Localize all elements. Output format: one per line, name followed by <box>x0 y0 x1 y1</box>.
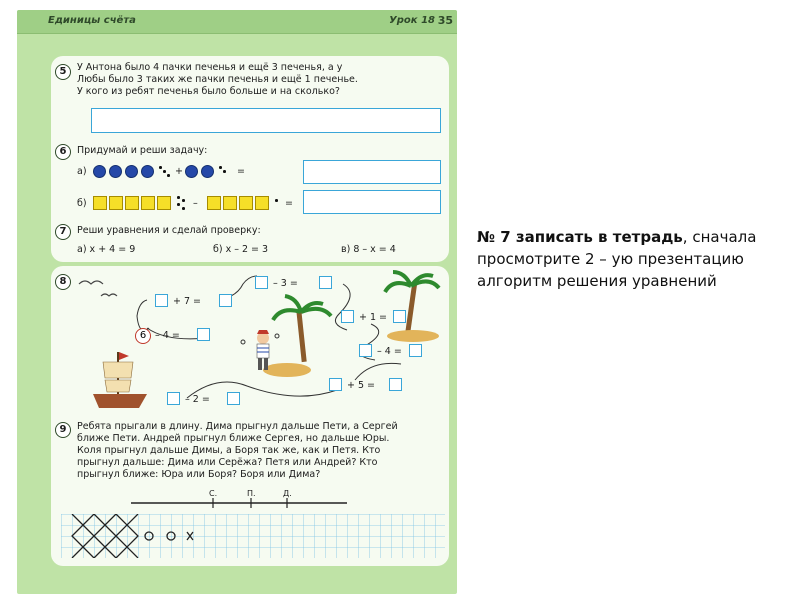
blue-circle <box>125 165 138 178</box>
task-6a-label: а) <box>77 166 87 177</box>
chain-box[interactable] <box>197 328 210 341</box>
task-5-line-1: У Антона было 4 пачки печенья и ещё 3 печенья, а у <box>77 62 343 73</box>
header-lesson: Урок 18 <box>389 15 435 26</box>
task-9-line-1: Ребята прыгали в длину. Дима прыгнул дальше Пети, а Сергей <box>77 421 398 432</box>
chain-box[interactable] <box>329 378 342 391</box>
task-9-number: 9 <box>55 422 71 438</box>
dot <box>182 199 185 202</box>
page-number: 35 <box>437 14 453 27</box>
task-9-line-4: прыгнул дальше: Дима или Серёжа? Петя или Андрей? Кто <box>77 457 378 468</box>
instruction-note-bold: № 7 записать в тетрадь <box>477 228 683 246</box>
ship-icon <box>93 352 147 408</box>
chain-op-6: – 2 = <box>185 394 210 405</box>
task-7-prompt: Реши уравнения и сделай проверку: <box>77 225 261 236</box>
equals-sign: = <box>285 198 293 209</box>
task-7-equation-a: а) x + 4 = 9 <box>77 244 136 255</box>
scale-label-s: С. <box>209 489 218 498</box>
tasks-panel-top <box>51 56 449 262</box>
scale-label-d: Д. <box>283 489 292 498</box>
yellow-square <box>109 196 123 210</box>
palm-tree-icon <box>263 296 331 377</box>
page-header <box>17 10 457 34</box>
chain-op-1: + 7 = <box>173 296 202 307</box>
task-5-line-2: Любы было 3 таких же пачки печенья и ещё 1 печенье. <box>77 74 358 85</box>
task-8-chain-diagram <box>51 266 449 416</box>
chain-start-value: 6 <box>135 328 151 344</box>
task-9-line-5: прыгнул ближе: Юра или Боря? Боря или Дима? <box>77 469 321 480</box>
tasks-panel-bottom <box>51 266 449 566</box>
dot <box>219 166 222 169</box>
task-6a-answer-field[interactable] <box>303 160 441 184</box>
dot <box>182 207 185 210</box>
task-6b-label: б) <box>77 198 87 209</box>
chain-op-3: + 1 = <box>359 312 388 323</box>
task-7-number: 7 <box>55 224 71 240</box>
chain-op-7: – 4 = <box>155 330 180 341</box>
chain-box[interactable] <box>255 276 268 289</box>
blue-circle <box>185 165 198 178</box>
dot <box>275 199 278 202</box>
task-6-number: 6 <box>55 144 71 160</box>
plus-sign: + <box>175 166 183 177</box>
task-6-prompt: Придумай и реши задачу: <box>77 145 208 156</box>
task-5-number: 5 <box>55 64 71 80</box>
dot <box>223 170 226 173</box>
yellow-square <box>125 196 139 210</box>
dot <box>159 166 162 169</box>
equals-sign: = <box>237 166 245 177</box>
scale-label-p: П. <box>247 489 256 498</box>
textbook-page <box>17 10 457 594</box>
bird-icon <box>101 294 117 296</box>
task-9-line-2: ближе Пети. Андрей прыгнул ближе Сергея, но дальше Юры. <box>77 433 390 444</box>
chain-box[interactable] <box>227 392 240 405</box>
palm-tree-icon <box>385 272 439 342</box>
blue-circle <box>141 165 154 178</box>
chain-box[interactable] <box>167 392 180 405</box>
chain-op-5: + 5 = <box>347 380 376 391</box>
chain-box[interactable] <box>319 276 332 289</box>
chain-op-2: – 3 = <box>273 278 298 289</box>
blue-circle <box>201 165 214 178</box>
distance-scale-line <box>111 498 361 508</box>
task-5-answer-field[interactable] <box>91 108 441 133</box>
task-9-line-3: Коля прыгнул дальше Димы, а Боря так же, как и Петя. Кто <box>77 445 381 456</box>
yellow-square <box>255 196 269 210</box>
chain-box[interactable] <box>219 294 232 307</box>
task-5-line-3: У кого из ребят печенья было больше и на сколько? <box>77 86 340 97</box>
yellow-square <box>141 196 155 210</box>
instruction-note <box>477 226 777 292</box>
chain-box[interactable] <box>155 294 168 307</box>
blue-circle <box>93 165 106 178</box>
chain-box[interactable] <box>409 344 422 357</box>
task-7-equation-b: б) x – 2 = 3 <box>213 244 269 255</box>
task-7-equation-c: в) 8 – x = 4 <box>341 244 396 255</box>
chain-op-4: – 4 = <box>377 346 402 357</box>
dot <box>177 203 180 206</box>
header-topic: Единицы счёта <box>48 15 136 26</box>
minus-sign: – <box>193 198 198 209</box>
yellow-square <box>239 196 253 210</box>
chain-box[interactable] <box>393 310 406 323</box>
task-6b-answer-field[interactable] <box>303 190 441 214</box>
blue-circle <box>109 165 122 178</box>
instruction-note-rest: , сначала просмотрите 2 – ую презентацию алгоритм решения уравнений <box>477 228 757 290</box>
dot <box>177 196 180 199</box>
pattern-grid <box>61 514 445 558</box>
bird-icon <box>79 281 103 284</box>
chain-box[interactable] <box>341 310 354 323</box>
dot <box>163 170 166 173</box>
chain-box[interactable] <box>359 344 372 357</box>
chain-box[interactable] <box>389 378 402 391</box>
pirate-icon <box>257 330 269 370</box>
dot <box>167 174 170 177</box>
yellow-square <box>207 196 221 210</box>
yellow-square <box>223 196 237 210</box>
yellow-square <box>157 196 171 210</box>
task-8-number: 8 <box>55 274 71 290</box>
yellow-square <box>93 196 107 210</box>
